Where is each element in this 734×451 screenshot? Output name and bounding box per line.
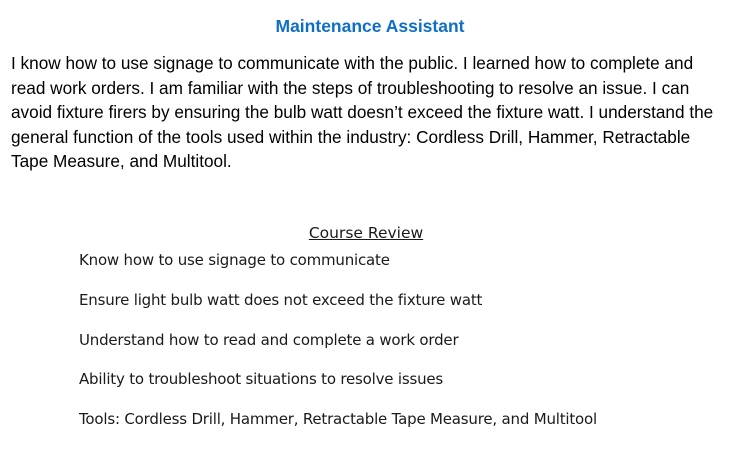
course-review-item: Understand how to read and complete a work order xyxy=(79,330,459,349)
course-review-list xyxy=(79,249,597,448)
course-review-heading: Course Review xyxy=(308,224,424,242)
course-review-item: Know how to use signage to communicate xyxy=(79,251,390,269)
course-review-item: Ability to troubleshoot situations to resolve issues xyxy=(79,370,444,389)
description-paragraph: I know how to use signage to communicate with the public. I learned how to complete and read work orders. I am familiar with the steps of troubleshooting to resolve an issue. I can avoid fixture firers by ensuring the bulb watt doesn’t exceed the fixture watt. I understand the general function of the tools used within the industry: Cordless Drill, Hammer, Retractable Tape Measure, and Multitool. xyxy=(11,53,714,171)
page-title: Maintenance Assistant xyxy=(275,16,465,36)
course-review-item: Ensure light bulb watt does not exceed the fixture watt xyxy=(79,290,483,309)
course-review-item: Tools: Cordless Drill, Hammer, Retractable Tape Measure, and Multitool xyxy=(79,410,597,429)
